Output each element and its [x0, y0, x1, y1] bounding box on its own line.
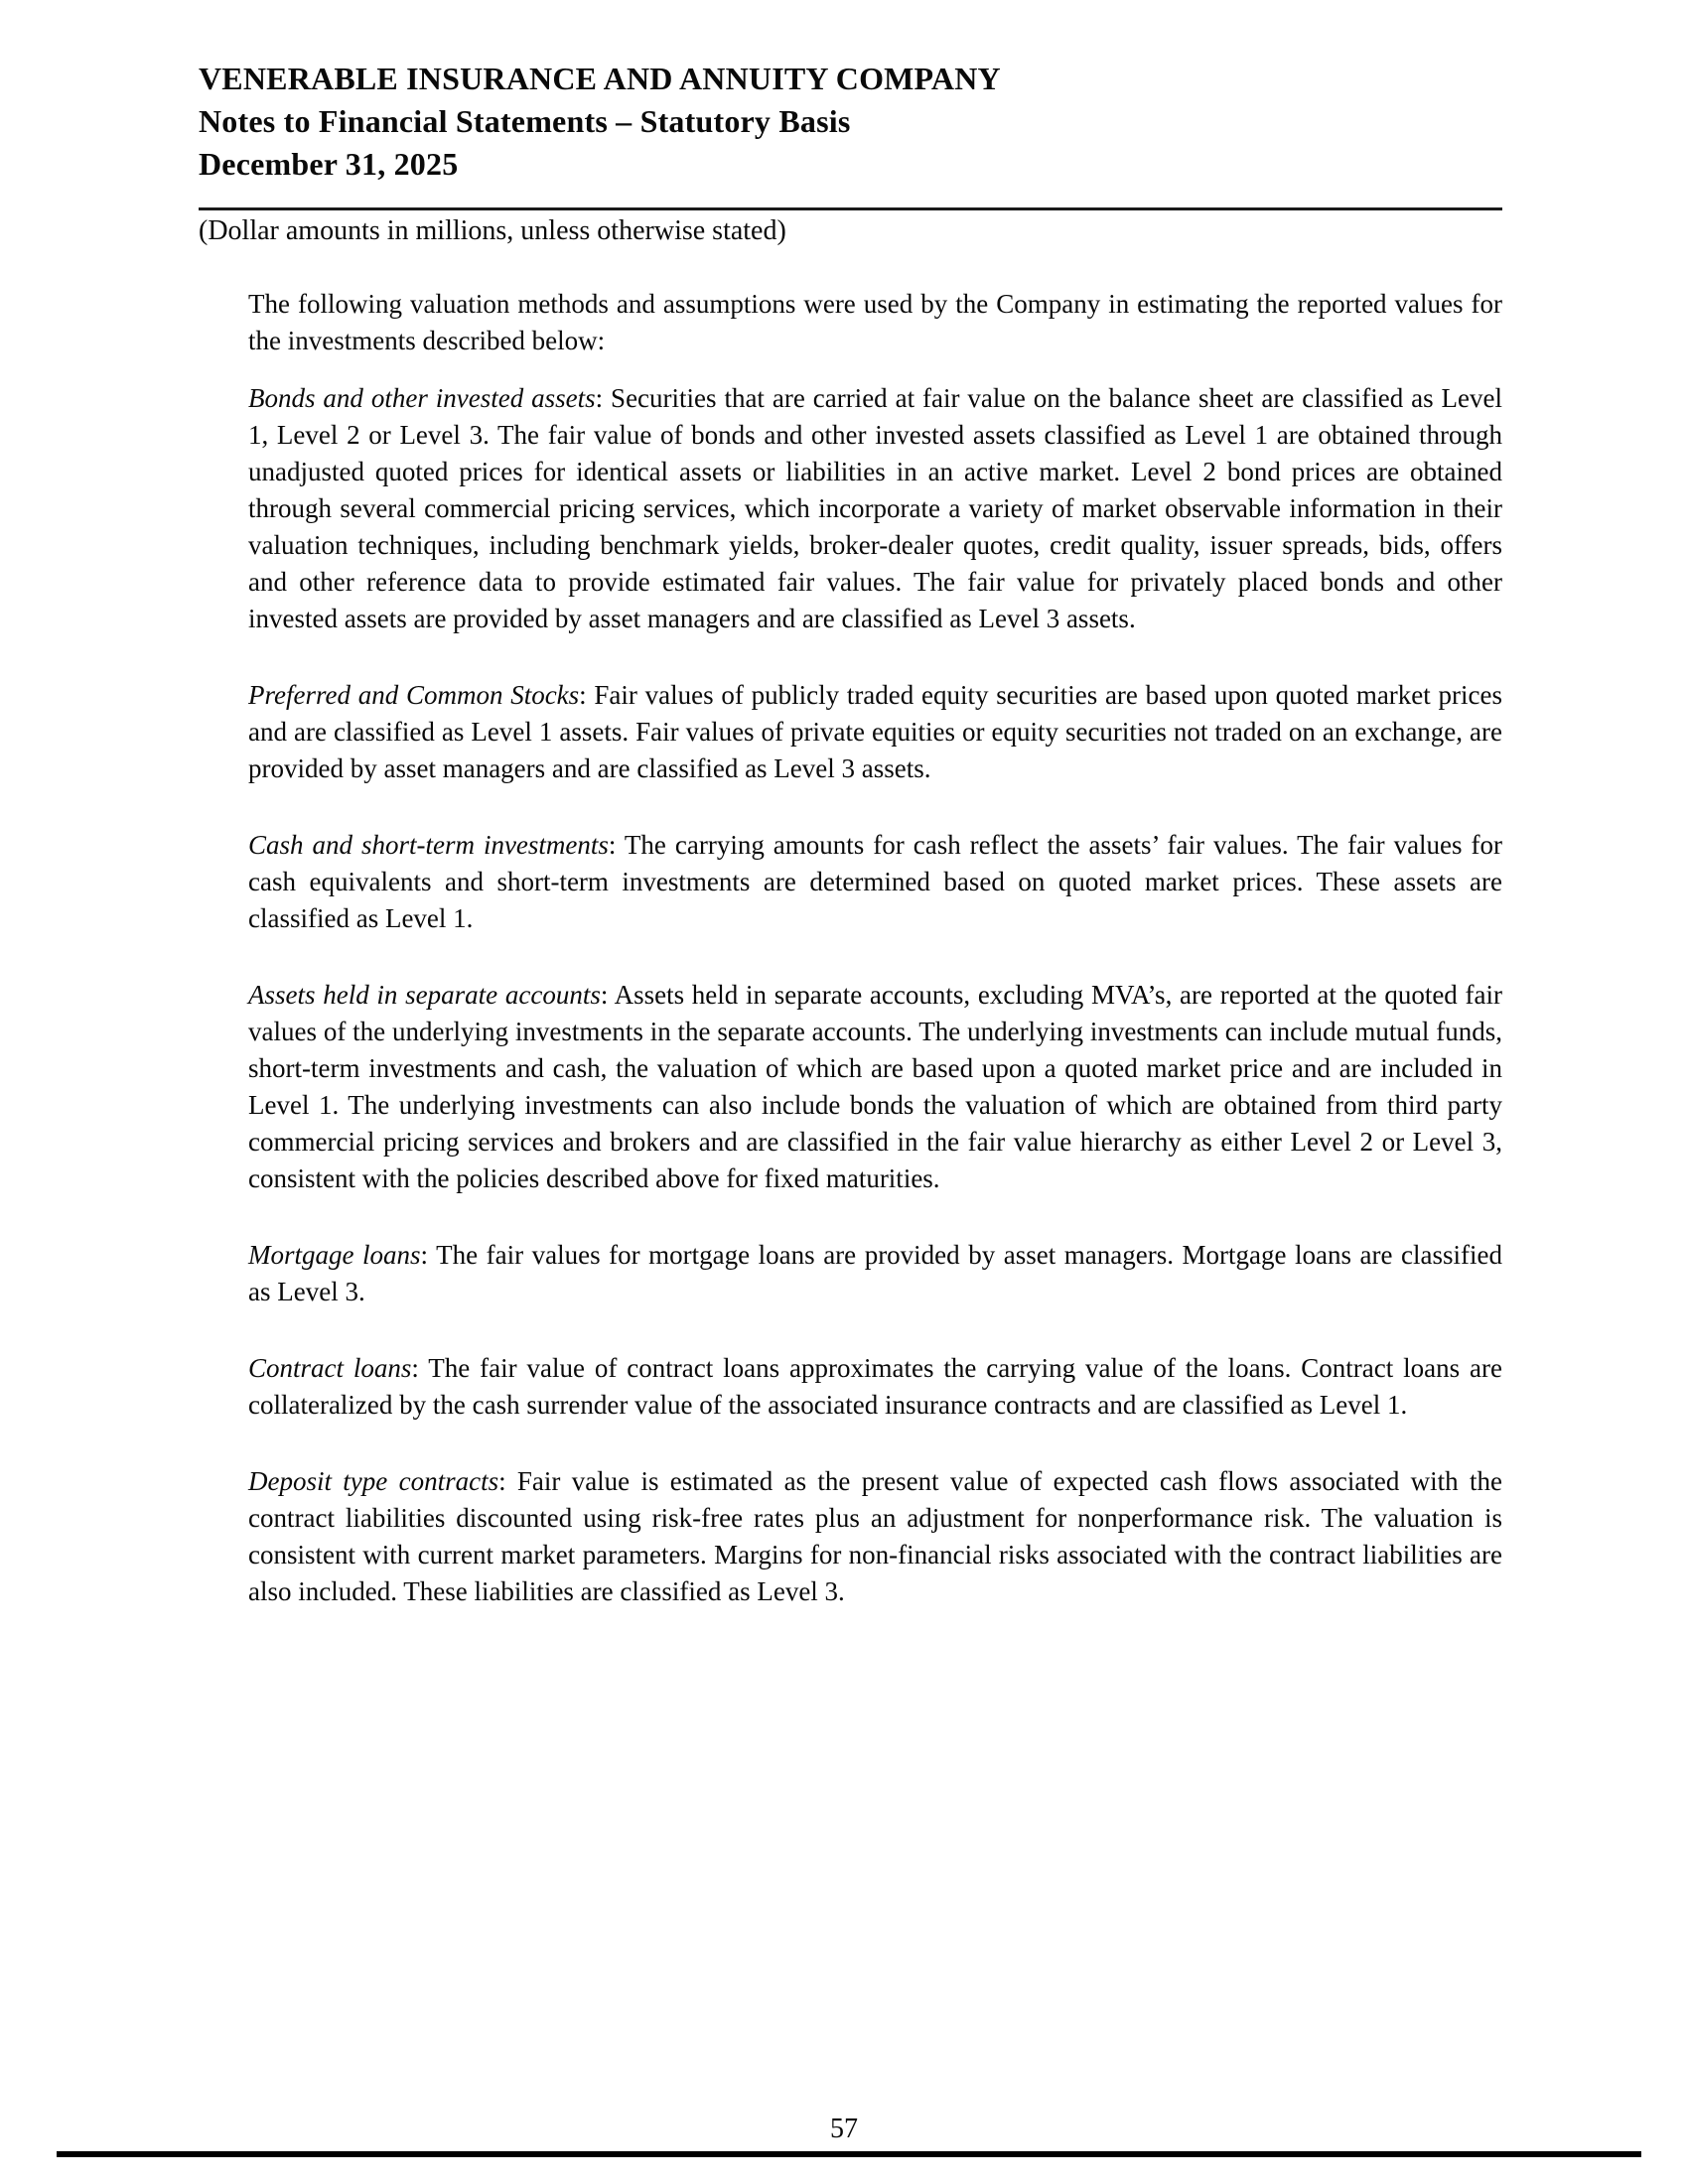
- paragraph-text: : Fair values of publicly traded equity securities are based upon quoted market prices and are classified as Level 1 assets. Fair values of private equities or equity securities not traded on an exchange, are provided by asset managers and are classified as Level 3 assets.: [248, 680, 1502, 783]
- footer-rule: [57, 2151, 1641, 2157]
- paragraph-lead: Deposit type contracts: [248, 1466, 499, 1496]
- paragraph-text: : The carrying amounts for cash reflect the assets’ fair values. The fair values for cash equivalents and short-term investments are determined based on quoted market prices. These assets are classified as Level 1.: [248, 830, 1503, 933]
- document-subtitle: Notes to Financial Statements – Statutory Basis: [199, 103, 851, 139]
- company-name: VENERABLE INSURANCE AND ANNUITY COMPANY: [199, 61, 1001, 96]
- paragraph-text: : Assets held in separate accounts, excluding MVA’s, are reported at the quoted fair values of the underlying investments in the separate accounts. The underlying investments can include mutual funds, short-term investments and cash, the valuation of which are based upon a quoted market price and are included in Level 1. The underlying investments can also include bonds the valuation of which are obtained from third party commercial pricing services and brokers and are classified in the fair value hierarchy as either Level 2 or Level 3, consistent with the policies described above for fixed maturities.: [248, 980, 1502, 1193]
- paragraph-lead: Preferred and Common Stocks: [248, 680, 580, 710]
- intro-paragraph: The following valuation methods and assumptions were used by the Company in estimating the reported values for the investments described below:: [248, 289, 1502, 355]
- paragraph-stocks: [248, 677, 1502, 787]
- units-note: (Dollar amounts in millions, unless otherwise stated): [199, 215, 786, 246]
- paragraph-lead: Contract loans: [248, 1353, 412, 1383]
- paragraph-cash: [248, 827, 1502, 937]
- paragraph-lead: Bonds and other invested assets: [248, 383, 596, 413]
- document-body: [248, 286, 1502, 1650]
- document-header: [199, 58, 1504, 186]
- paragraph-separate-accounts: [248, 977, 1502, 1197]
- paragraph-lead: Mortgage loans: [248, 1240, 421, 1270]
- paragraph-text: : Fair value is estimated as the present value of expected cash flows associated with the contract liabilities discounted using risk-free rates plus an adjustment for nonperformance risk. The valuation is consistent with current market parameters. Margins for non-financial risks associated with the contract liabilities are also included. These liabilities are classified as Level 3.: [248, 1466, 1502, 1606]
- paragraph-deposit-contracts: [248, 1463, 1502, 1610]
- header-rule: [199, 207, 1502, 210]
- paragraph-text: : The fair values for mortgage loans are provided by asset managers. Mortgage loans are classified as Level 3.: [248, 1240, 1503, 1306]
- document-date: December 31, 2025: [199, 146, 459, 182]
- page-number: 57: [830, 2114, 858, 2144]
- paragraph-lead: Cash and short-term investments: [248, 830, 609, 860]
- paragraph-text: : Securities that are carried at fair value on the balance sheet are classified as Level 1, Level 2 or Level 3. The fair value of bonds and other invested assets classified as Level 1 are obtained through unadjusted quoted prices for identical assets or liabilities in an active market. Level 2 bond prices are obtained through several commercial pricing services, which incorporate a variety of market observable information in their valuation techniques, including benchmark yields, broker-dealer quotes, credit quality, issuer spreads, bids, offers and other reference data to provide estimated fair values. The fair value for privately placed bonds and other invested assets are provided by asset managers and are classified as Level 3 assets.: [248, 383, 1502, 633]
- paragraph-text: : The fair value of contract loans approximates the carrying value of the loans. Contract loans are collateralized by the cash surrender value of the associated insurance contracts and are classified as Level 1.: [248, 1353, 1503, 1420]
- paragraph-contract-loans: [248, 1350, 1502, 1424]
- paragraph-lead: Assets held in separate accounts: [248, 980, 601, 1010]
- paragraph-bonds: [248, 380, 1502, 637]
- paragraph-mortgage-loans: [248, 1237, 1502, 1310]
